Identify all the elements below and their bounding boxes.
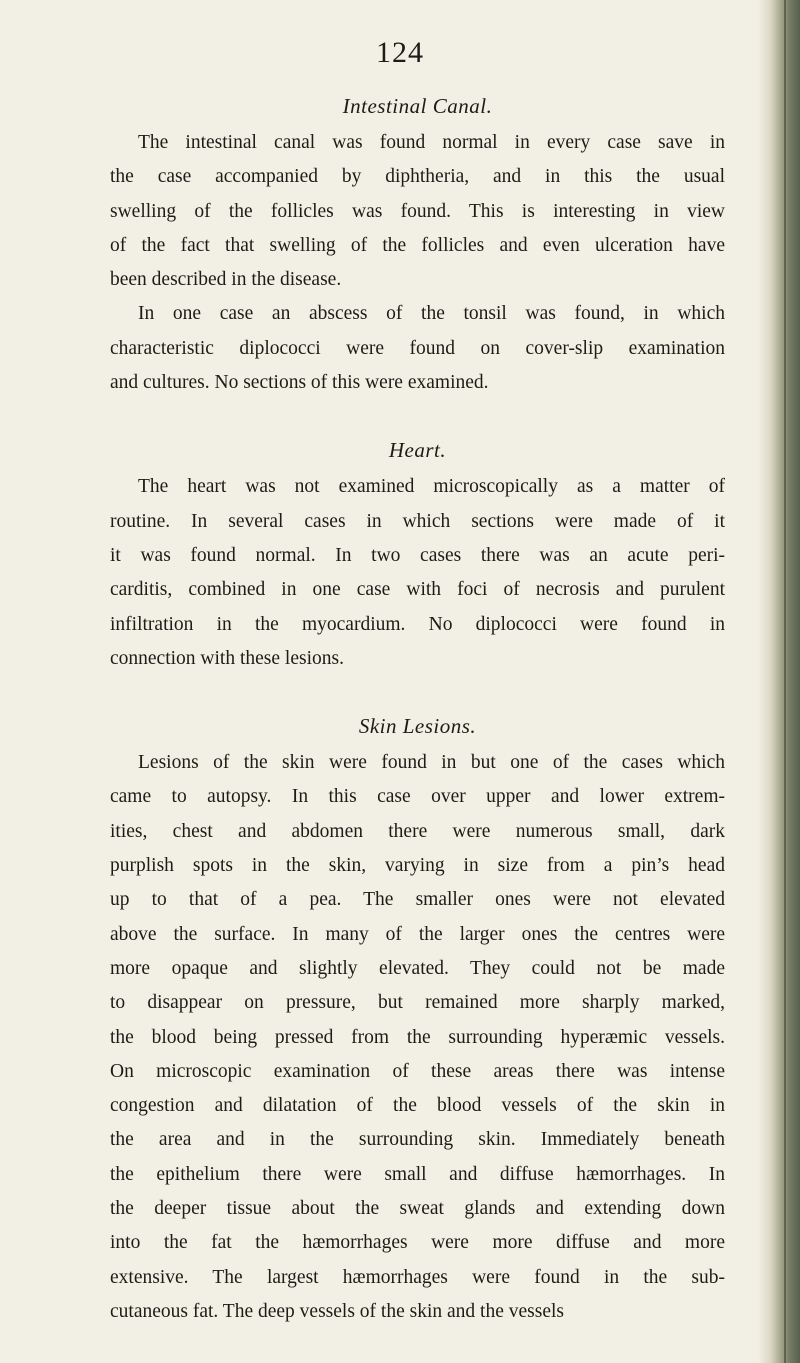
text-line: the epithelium there were small and diffuse hæmorrhages. In: [110, 1163, 725, 1185]
paragraph: [110, 126, 725, 297]
paragraph: [110, 297, 725, 400]
text-line: been described in the disease.: [110, 269, 342, 291]
section-title-intestinal-canal: Intestinal Canal.: [342, 94, 493, 118]
text-line: Lesions of the skin were found in but one of the cases which: [138, 752, 725, 774]
text-line: up to that of a pea. The smaller ones were not elevated: [110, 889, 725, 911]
text-line: connection with these lesions.: [110, 647, 344, 669]
text-line: cutaneous fat. The deep vessels of the skin and the vessels: [110, 1300, 564, 1322]
text-line: above the surface. In many of the larger ones the centres were: [110, 923, 725, 945]
page-binding-edge: [758, 0, 800, 1363]
text-line: the blood being pressed from the surrounding hyperæmic vessels.: [110, 1026, 725, 1048]
text-line: the area and in the surrounding skin. Immediately beneath: [110, 1129, 725, 1151]
section-title-skin-lesions: Skin Lesions.: [358, 714, 477, 739]
text-line: purplish spots in the skin, varying in size from a pin’s head: [110, 855, 725, 877]
text-line: to disappear on pressure, but remained more sharply marked,: [110, 992, 725, 1014]
text-line: routine. In several cases in which sections were made of it: [110, 510, 725, 532]
text-line: congestion and dilatation of the blood vessels of the skin in: [110, 1095, 725, 1117]
page-number: 124: [376, 36, 424, 69]
text-line: In one case an abscess of the tonsil was found, in which: [138, 303, 725, 325]
text-line: infiltration in the myocardium. No diplococci were found in: [110, 613, 725, 635]
text-line: of the fact that swelling of the follicles and even ulceration have: [110, 234, 725, 256]
text-line: more opaque and slightly elevated. They could not be made: [110, 957, 725, 979]
text-line: characteristic diplococci were found on cover-slip examination: [110, 337, 725, 359]
text-line: it was found normal. In two cases there was an acute peri-: [110, 544, 725, 566]
text-line: On microscopic examination of these areas there was intense: [110, 1060, 725, 1082]
text-line: carditis, combined in one case with foci of necrosis and purulent: [110, 579, 725, 601]
text-line: swelling of the follicles was found. This is interesting in view: [110, 200, 725, 222]
text-line: the deeper tissue about the sweat glands and extending down: [110, 1198, 725, 1220]
text-column: [110, 86, 725, 1329]
paragraph: [110, 746, 725, 1329]
section-title-heart: Heart.: [388, 438, 447, 463]
text-line: the case accompanied by diphtheria, and in this the usual: [110, 166, 725, 188]
text-line: into the fat the hæmorrhages were more diffuse and more: [110, 1232, 725, 1254]
page-binding-line: [784, 0, 786, 1363]
text-line: extensive. The largest hæmorrhages were found in the sub-: [110, 1266, 725, 1288]
paragraph: [110, 470, 725, 676]
text-line: The intestinal canal was found normal in every case save in: [138, 132, 725, 153]
text-line: came to autopsy. In this case over upper and lower extrem-: [110, 786, 725, 808]
text-line: The heart was not examined microscopically as a matter of: [138, 476, 725, 498]
text-line: and cultures. No sections of this were examined.: [110, 372, 489, 394]
text-line: ities, chest and abdomen there were numerous small, dark: [110, 820, 725, 842]
